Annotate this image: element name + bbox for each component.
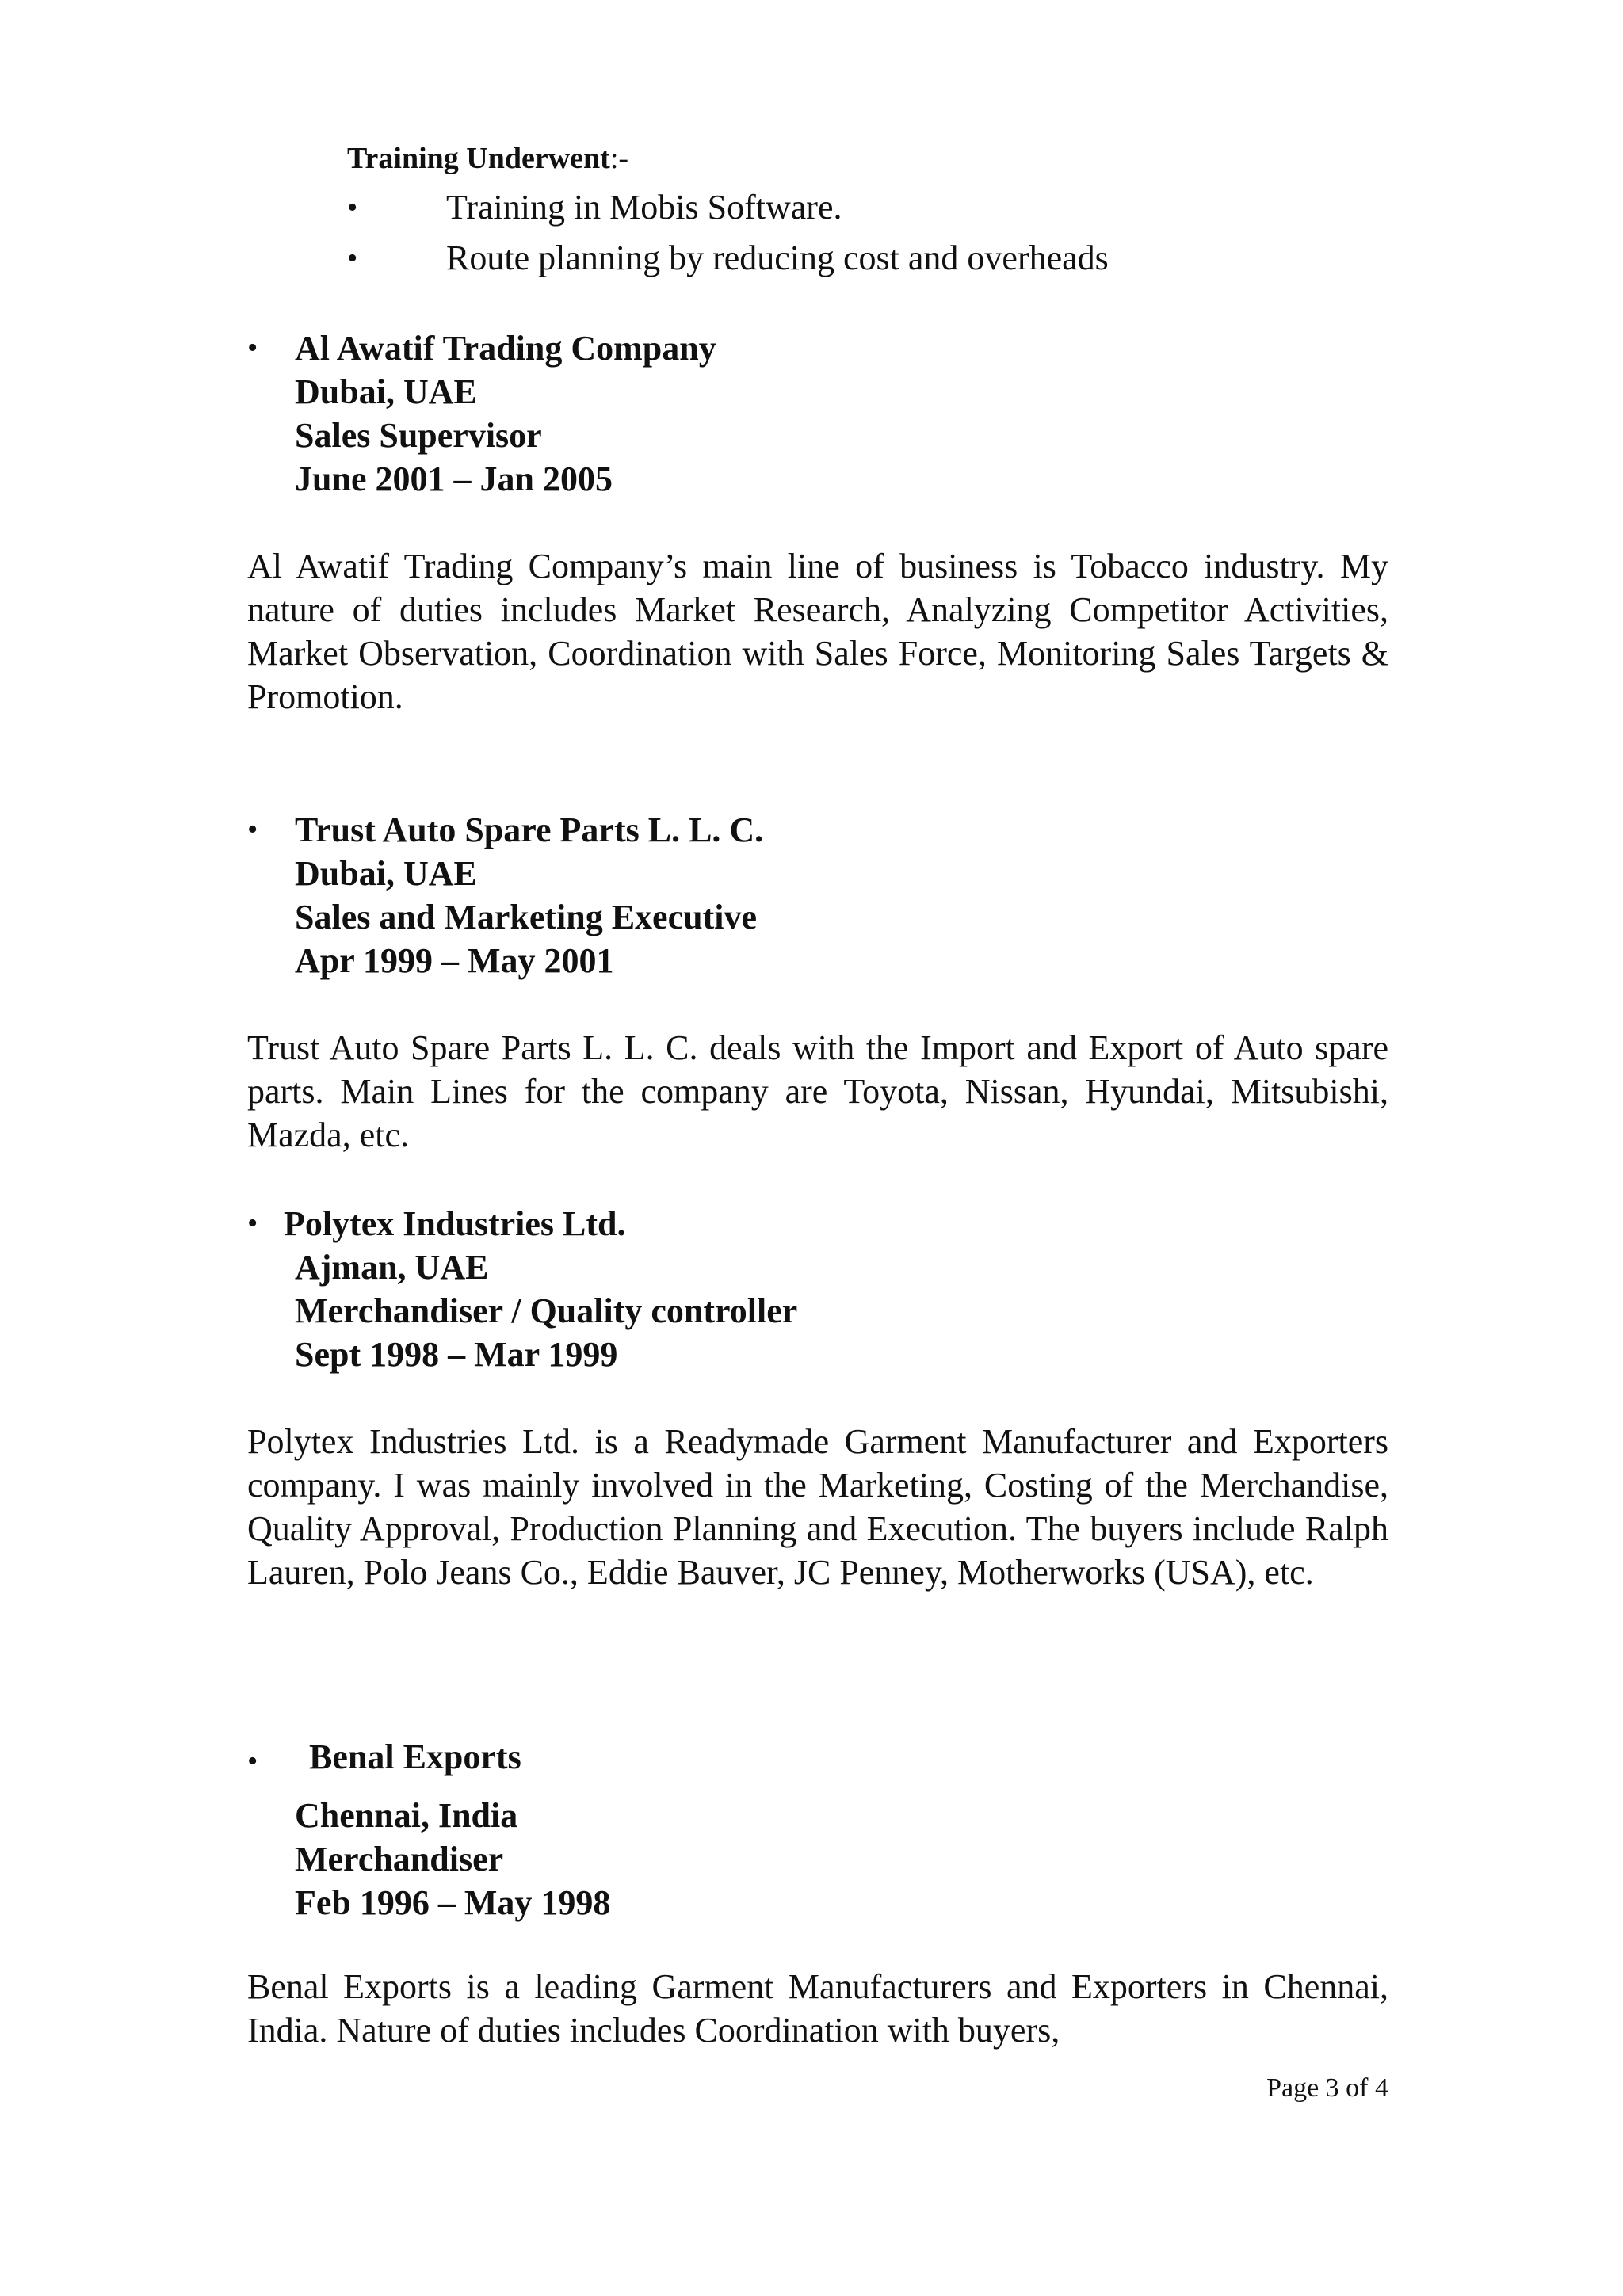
training-heading-label: Training Underwent	[347, 142, 610, 175]
job-entry	[247, 1735, 1388, 2060]
company-name: Benal Exports	[309, 1737, 521, 1776]
job-entry	[247, 1202, 1388, 1646]
page-number: Page 3 of 4	[1266, 2073, 1388, 2103]
bullet-icon: •	[247, 1745, 258, 1778]
job-description: Polytex Industries Ltd. is a Readymade Garment Manufacturer and Exporters company. I was mainly involved in the Marketing, Costing of the Merchandise, Quality Approval, Production Planning and Execution. The buyers include Ralph Lauren, Polo Jeans Co., Eddie Bauver, JC Penney, Motherworks (USA), etc.	[247, 1422, 1388, 1592]
job-heading	[295, 326, 716, 501]
job-heading	[295, 1735, 610, 1924]
job-location: Dubai, UAE	[295, 854, 477, 893]
training-item-text: Route planning by reducing cost and overheads	[446, 238, 1109, 277]
job-description: Trust Auto Spare Parts L. L. C. deals with the Import and Export of Auto spare parts. Main Lines for the company are Toyota, Nissan, Hyundai, Mitsubishi, Mazda, etc.	[247, 1028, 1388, 1154]
training-heading-suffix: :-	[609, 142, 629, 175]
bullet-icon: •	[347, 242, 358, 275]
bullet-icon: •	[347, 191, 358, 224]
job-role: Sales and Marketing Executive	[295, 898, 757, 936]
bullet-icon: •	[247, 813, 258, 846]
job-entry	[247, 326, 1388, 738]
job-dates: Sept 1998 – Mar 1999	[295, 1335, 618, 1374]
job-dates: June 2001 – Jan 2005	[295, 460, 613, 498]
bullet-icon: •	[247, 331, 258, 364]
job-role: Sales Supervisor	[295, 416, 542, 455]
job-location: Chennai, India	[295, 1796, 518, 1835]
training-heading	[347, 139, 628, 177]
company-name: Polytex Industries Ltd.	[284, 1204, 626, 1243]
job-description: Benal Exports is a leading Garment Manufacturers and Exporters in Chennai, India. Nature of duties includes Coordination with buyers,	[247, 1967, 1388, 2050]
company-name: Trust Auto Spare Parts L. L. C.	[295, 810, 764, 849]
job-location: Dubai, UAE	[295, 372, 477, 411]
job-heading	[295, 808, 763, 982]
company-name: Al Awatif Trading Company	[295, 329, 716, 368]
job-entry	[247, 808, 1388, 1165]
job-role: Merchandiser	[295, 1840, 504, 1878]
job-dates: Feb 1996 – May 1998	[295, 1883, 611, 1922]
job-location: Ajman, UAE	[295, 1248, 489, 1287]
job-role: Merchandiser / Quality controller	[295, 1291, 798, 1330]
job-heading	[284, 1202, 798, 1376]
job-description: Al Awatif Trading Company’s main line of business is Tobacco industry. My nature of duties includes Market Research, Analyzing Competitor Activities, Market Observation, Coordination with Sales Force, Monitoring Sales Targets & Promotion.	[247, 547, 1388, 716]
job-dates: Apr 1999 – May 2001	[295, 941, 614, 980]
training-item-text: Training in Mobis Software.	[446, 188, 842, 227]
bullet-icon: •	[247, 1207, 258, 1240]
